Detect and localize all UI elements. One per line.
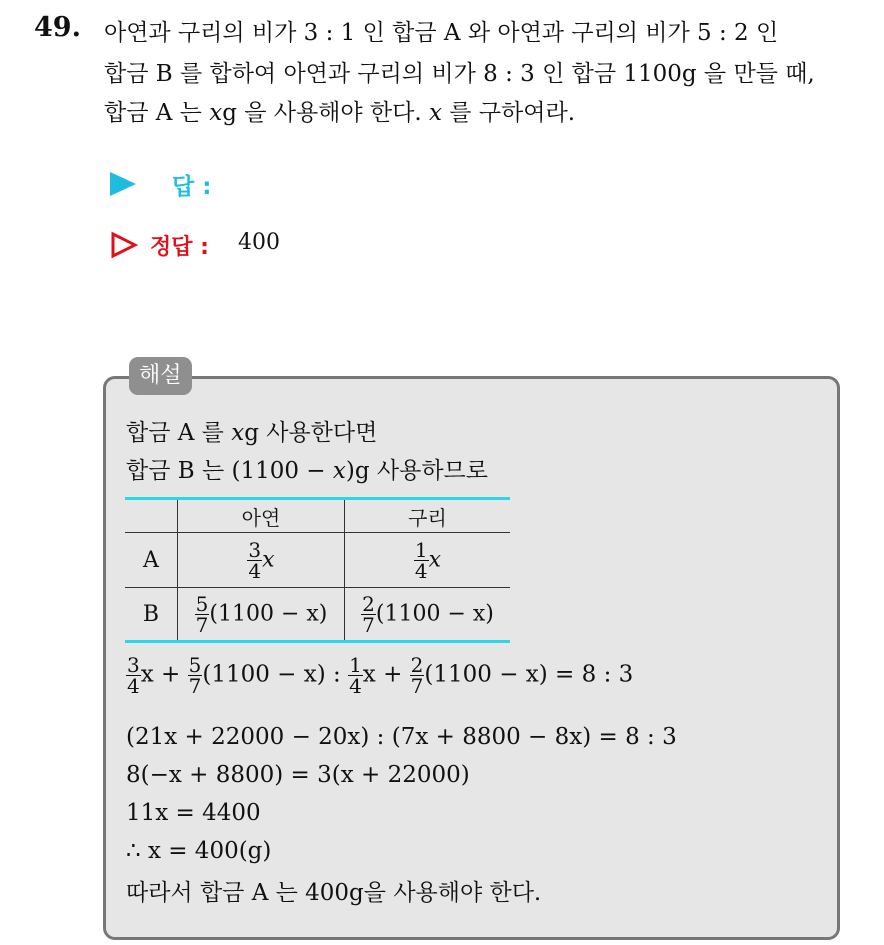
table-header-cell: 아연 (178, 499, 345, 533)
equation-3: 8(−x + 8800) = 3(x + 22000) (126, 762, 470, 788)
table-cell: $\frac{1}{4}$ x (345, 533, 511, 588)
explanation-line-1: 합금 A 를 xg 사용한다면 (126, 420, 378, 446)
table-cell: $\frac{3}{4}$ x (178, 533, 345, 588)
equation-2: (21x + 22000 − 20x) : (7x + 8800 − 8x) = 8 : 3 (126, 724, 677, 750)
equation-4: 11x = 4400 (126, 800, 261, 826)
row-label: A (125, 533, 178, 588)
question-text-line-1: 아연과 구리의 비가 3 : 1 인 합금 A 와 아연과 구리의 비가 5 : 2 인 (104, 20, 779, 46)
question-text-line-2: 합금 B 를 합하여 아연과 구리의 비가 8 : 3 인 합금 1100g 을 만들 때, (104, 61, 815, 87)
row-label: B (125, 588, 178, 642)
correct-answer-value: 400 (238, 230, 280, 255)
correct-answer-label: 정답 : (150, 235, 209, 260)
table-row (125, 533, 510, 588)
table-header-cell: 구리 (345, 499, 511, 533)
equation-1: $\frac{3}{4}$ x + $\frac{5}{7}$ (1100 − x) : $\frac{1}{4}$ x + $\frac{2}{7}$ (1100 − x) = 8 : 3 (127, 653, 634, 698)
play-arrow-icon (110, 172, 136, 196)
explanation-line-2: 합금 B 는 (1100 − x)g 사용하므로 (126, 458, 488, 484)
outline-arrow-icon (110, 231, 138, 259)
table-header-cell (125, 499, 178, 533)
conclusion-text: 따라서 합금 A 는 400g을 사용해야 한다. (126, 880, 542, 906)
table-cell: $\frac{5}{7}$ (1100 − x) (178, 588, 345, 642)
table-header-row (125, 499, 510, 533)
question-text-line-3: 합금 A 는 xg 을 사용해야 한다. x 를 구하여라. (104, 100, 576, 126)
table-cell: $\frac{2}{7}$ (1100 − x) (345, 588, 511, 642)
ratio-table (125, 497, 510, 643)
explanation-tab: 해설 (129, 357, 192, 395)
answer-label: 답 : (172, 174, 212, 200)
question-number: 49. (34, 12, 81, 43)
table-row (125, 588, 510, 642)
equation-5: ∴ x = 400(g) (126, 838, 272, 864)
